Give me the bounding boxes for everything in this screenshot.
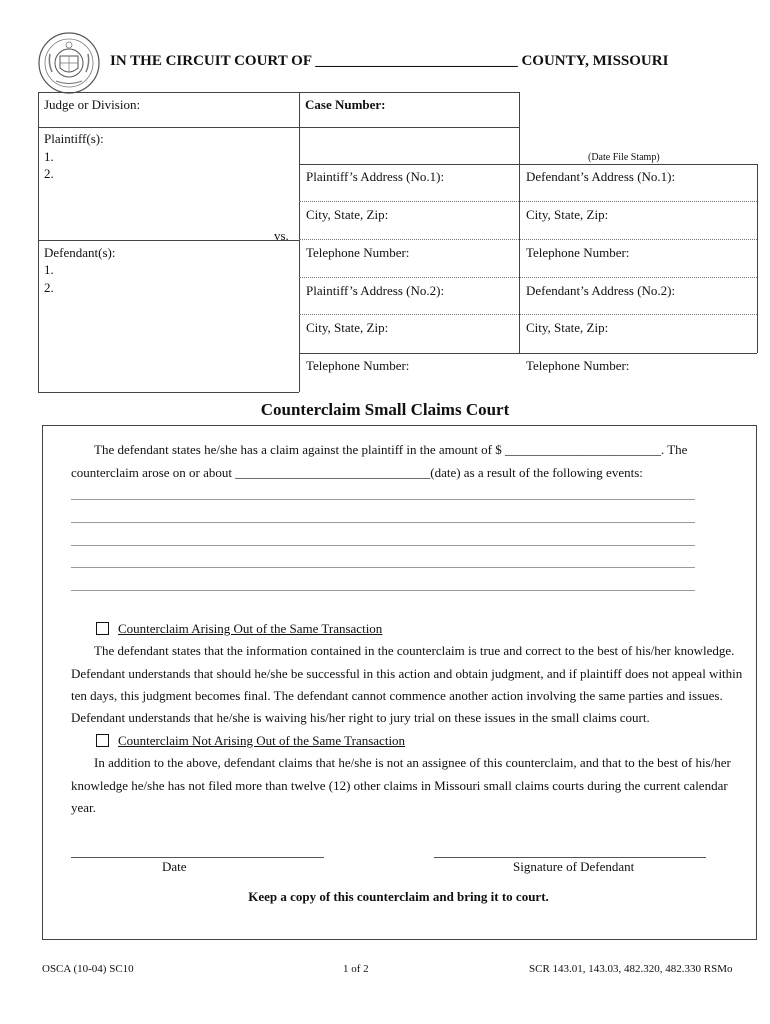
- signature-label: Signature of Defendant: [513, 859, 635, 874]
- defendants-label: Defendant(s):: [44, 245, 116, 260]
- defendant-1-label: 1.: [44, 262, 54, 277]
- events-line[interactable]: [71, 590, 695, 591]
- date-file-stamp-label: (Date File Stamp): [588, 152, 660, 163]
- case-number-label: Case Number:: [305, 97, 386, 112]
- defendant-city-2-label: City, State, Zip:: [526, 320, 609, 335]
- counterclaim-box: [42, 425, 757, 940]
- same-transaction-text: Defendant understands that he/she is waiving his/her right to jury trial on these issues in the small claims court.: [71, 710, 650, 725]
- same-transaction-text: Defendant understands that should he/she be successful in this action and obtain judgment, and if plaintiff does not appeal within: [71, 666, 743, 681]
- versus-label: vs.: [274, 228, 289, 243]
- court-title: IN THE CIRCUIT COURT OF ___________________________ COUNTY, MISSOURI: [110, 53, 669, 69]
- page-number: 1 of 2: [343, 963, 369, 975]
- defendant-phone-1-label: Telephone Number:: [526, 245, 630, 260]
- reminder-text: Keep a copy of this counterclaim and bring it to court.: [248, 889, 549, 904]
- not-same-transaction-label: Counterclaim Not Arising Out of the Same Transaction: [118, 733, 406, 748]
- not-same-transaction-text: year.: [71, 800, 96, 815]
- same-transaction-text: ten days, this judgment becomes final. The defendant cannot commence another action involving the same parties and issues.: [71, 688, 723, 703]
- defendant-address-1-label: Defendant’s Address (No.1):: [526, 169, 676, 184]
- events-line[interactable]: [71, 567, 695, 568]
- plaintiff-phone-1-label: Telephone Number:: [306, 245, 410, 260]
- missouri-state-seal: [38, 32, 100, 94]
- not-same-transaction-text: knowledge he/she has not filed more than twelve (12) other claims in Missouri small claims courts during the current calendar: [71, 778, 728, 793]
- not-same-transaction-text: In addition to the above, defendant claims that he/she is not an assignee of this counterclaim, and that to the best of his/her: [94, 755, 731, 770]
- claim-amount-line: The defendant states he/she has a claim against the plaintiff in the amount of $ ________________________. The: [94, 442, 688, 457]
- not-same-transaction-checkbox[interactable]: [96, 734, 109, 747]
- plaintiff-address-2-label: Plaintiff’s Address (No.2):: [306, 283, 445, 298]
- plaintiff-city-2-label: City, State, Zip:: [306, 320, 389, 335]
- date-signature-line[interactable]: [71, 857, 324, 858]
- same-transaction-text: The defendant states that the information contained in the counterclaim is true and correct to the best of his/her knowledge.: [94, 643, 735, 658]
- events-line[interactable]: [71, 522, 695, 523]
- plaintiff-phone-2-label: Telephone Number:: [306, 358, 410, 373]
- plaintiff-city-1-label: City, State, Zip:: [306, 207, 389, 222]
- form-id: OSCA (10-04) SC10: [42, 963, 134, 975]
- judge-division-label: Judge or Division:: [44, 97, 141, 112]
- claim-date-line: counterclaim arose on or about ______________________________(date) as a result of the following events:: [71, 465, 643, 480]
- form-title: Counterclaim Small Claims Court: [260, 400, 510, 419]
- plaintiff-address-1-label: Plaintiff’s Address (No.1):: [306, 169, 445, 184]
- plaintiff-2-label: 2.: [44, 166, 54, 181]
- date-label: Date: [162, 859, 187, 874]
- events-line[interactable]: [71, 499, 695, 500]
- same-transaction-checkbox[interactable]: [96, 622, 109, 635]
- defendant-2-label: 2.: [44, 280, 54, 295]
- statute-references: SCR 143.01, 143.03, 482.320, 482.330 RSMo: [529, 963, 733, 975]
- defendant-city-1-label: City, State, Zip:: [526, 207, 609, 222]
- plaintiff-1-label: 1.: [44, 149, 54, 164]
- events-line[interactable]: [71, 545, 695, 546]
- same-transaction-label: Counterclaim Arising Out of the Same Transaction: [118, 621, 383, 636]
- defendant-signature-line[interactable]: [434, 857, 706, 858]
- defendant-phone-2-label: Telephone Number:: [526, 358, 630, 373]
- plaintiffs-label: Plaintiff(s):: [44, 131, 104, 146]
- defendant-address-2-label: Defendant’s Address (No.2):: [526, 283, 676, 298]
